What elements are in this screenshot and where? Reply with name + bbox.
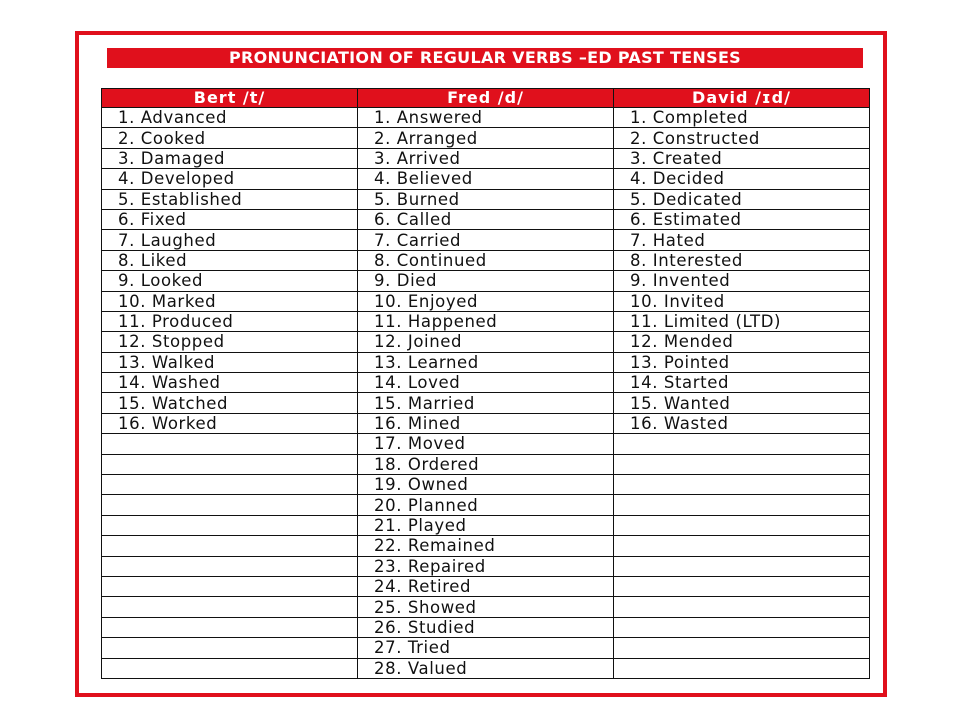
table-row xyxy=(102,373,870,393)
verb-cell-bert xyxy=(102,454,358,474)
verb-cell-david: 13. Pointed xyxy=(614,352,870,372)
table-row xyxy=(102,536,870,556)
verb-cell-fred: 17. Moved xyxy=(358,434,614,454)
table-row xyxy=(102,250,870,270)
verb-cell-fred: 20. Planned xyxy=(358,495,614,515)
table-row xyxy=(102,495,870,515)
table-row xyxy=(102,638,870,658)
verb-cell-fred: 19. Owned xyxy=(358,475,614,495)
verb-cell-bert: 9. Looked xyxy=(102,271,358,291)
table-row xyxy=(102,515,870,535)
verb-cell-david: 8. Interested xyxy=(614,250,870,270)
table-row xyxy=(102,617,870,637)
verb-cell-bert: 4. Developed xyxy=(102,169,358,189)
verb-cell-david: 3. Created xyxy=(614,148,870,168)
verb-cell-bert xyxy=(102,556,358,576)
column-header-fred: Fred /d/ xyxy=(358,89,614,108)
table-row xyxy=(102,658,870,678)
verb-cell-david xyxy=(614,454,870,474)
verb-cell-bert xyxy=(102,495,358,515)
table-row xyxy=(102,332,870,352)
header-row xyxy=(102,89,870,108)
table-row xyxy=(102,597,870,617)
verb-cell-fred: 11. Happened xyxy=(358,311,614,331)
verb-cell-bert: 14. Washed xyxy=(102,373,358,393)
verb-cell-bert xyxy=(102,617,358,637)
table-row xyxy=(102,291,870,311)
verb-cell-fred: 2. Arranged xyxy=(358,128,614,148)
verb-cell-bert xyxy=(102,536,358,556)
verb-cell-david xyxy=(614,434,870,454)
table-row xyxy=(102,128,870,148)
verb-cell-bert: 15. Watched xyxy=(102,393,358,413)
verb-cell-david: 1. Completed xyxy=(614,108,870,128)
verb-cell-fred: 15. Married xyxy=(358,393,614,413)
verb-cell-fred: 22. Remained xyxy=(358,536,614,556)
verbs-table xyxy=(101,88,870,679)
verb-cell-fred: 28. Valued xyxy=(358,658,614,678)
column-header-bert: Bert /t/ xyxy=(102,89,358,108)
table-row xyxy=(102,413,870,433)
page-title: PRONUNCIATION OF REGULAR VERBS –ED PAST TENSES xyxy=(107,48,863,68)
verb-cell-fred: 18. Ordered xyxy=(358,454,614,474)
verb-cell-david: 11. Limited (LTD) xyxy=(614,311,870,331)
table-row xyxy=(102,169,870,189)
table-row xyxy=(102,434,870,454)
verb-cell-bert: 13. Walked xyxy=(102,352,358,372)
verb-cell-david: 14. Started xyxy=(614,373,870,393)
verb-cell-fred: 21. Played xyxy=(358,515,614,535)
verb-cell-bert xyxy=(102,658,358,678)
verb-cell-bert xyxy=(102,434,358,454)
verb-cell-david xyxy=(614,576,870,596)
verb-cell-david: 2. Constructed xyxy=(614,128,870,148)
verb-cell-fred: 4. Believed xyxy=(358,169,614,189)
verb-cell-fred: 7. Carried xyxy=(358,230,614,250)
verb-cell-david xyxy=(614,658,870,678)
verb-cell-fred: 10. Enjoyed xyxy=(358,291,614,311)
verb-cell-fred: 23. Repaired xyxy=(358,556,614,576)
verb-cell-david xyxy=(614,638,870,658)
verb-cell-bert: 8. Liked xyxy=(102,250,358,270)
verb-cell-bert: 7. Laughed xyxy=(102,230,358,250)
verb-cell-bert xyxy=(102,515,358,535)
verb-cell-bert: 2. Cooked xyxy=(102,128,358,148)
verb-cell-david xyxy=(614,597,870,617)
verb-cell-david: 5. Dedicated xyxy=(614,189,870,209)
verb-cell-fred: 27. Tried xyxy=(358,638,614,658)
verb-cell-david: 6. Estimated xyxy=(614,209,870,229)
verb-cell-bert: 16. Worked xyxy=(102,413,358,433)
verb-cell-bert: 10. Marked xyxy=(102,291,358,311)
table-row xyxy=(102,209,870,229)
table-row xyxy=(102,148,870,168)
verb-cell-fred: 16. Mined xyxy=(358,413,614,433)
verb-cell-david xyxy=(614,556,870,576)
verb-cell-fred: 12. Joined xyxy=(358,332,614,352)
verb-cell-david: 7. Hated xyxy=(614,230,870,250)
verb-cell-bert xyxy=(102,475,358,495)
table-row xyxy=(102,393,870,413)
verb-cell-david xyxy=(614,475,870,495)
verb-cell-bert xyxy=(102,597,358,617)
verb-cell-david xyxy=(614,495,870,515)
verb-cell-bert: 3. Damaged xyxy=(102,148,358,168)
verb-cell-fred: 8. Continued xyxy=(358,250,614,270)
verb-cell-fred: 13. Learned xyxy=(358,352,614,372)
table-row xyxy=(102,454,870,474)
verb-cell-bert xyxy=(102,576,358,596)
verb-cell-fred: 9. Died xyxy=(358,271,614,291)
verb-cell-david: 10. Invited xyxy=(614,291,870,311)
table-row xyxy=(102,576,870,596)
verb-cell-fred: 6. Called xyxy=(358,209,614,229)
verb-cell-fred: 24. Retired xyxy=(358,576,614,596)
verb-cell-fred: 26. Studied xyxy=(358,617,614,637)
verb-cell-david: 12. Mended xyxy=(614,332,870,352)
verb-cell-david: 9. Invented xyxy=(614,271,870,291)
verb-cell-bert: 12. Stopped xyxy=(102,332,358,352)
table-row xyxy=(102,475,870,495)
verb-cell-david xyxy=(614,536,870,556)
verb-cell-david xyxy=(614,617,870,637)
table-row xyxy=(102,230,870,250)
verb-cell-david: 15. Wanted xyxy=(614,393,870,413)
table-row xyxy=(102,311,870,331)
table-row xyxy=(102,271,870,291)
verb-cell-fred: 1. Answered xyxy=(358,108,614,128)
verb-cell-bert: 11. Produced xyxy=(102,311,358,331)
verb-cell-fred: 14. Loved xyxy=(358,373,614,393)
verb-cell-david xyxy=(614,515,870,535)
verb-cell-bert xyxy=(102,638,358,658)
verb-cell-david: 16. Wasted xyxy=(614,413,870,433)
column-header-david: David /ɪd/ xyxy=(614,89,870,108)
verb-cell-bert: 6. Fixed xyxy=(102,209,358,229)
verb-cell-david: 4. Decided xyxy=(614,169,870,189)
table-row xyxy=(102,352,870,372)
verb-cell-bert: 5. Established xyxy=(102,189,358,209)
table-row xyxy=(102,189,870,209)
verb-cell-fred: 3. Arrived xyxy=(358,148,614,168)
verb-cell-fred: 25. Showed xyxy=(358,597,614,617)
table-row xyxy=(102,556,870,576)
verbs-table-body xyxy=(102,108,870,679)
verb-cell-bert: 1. Advanced xyxy=(102,108,358,128)
verb-cell-fred: 5. Burned xyxy=(358,189,614,209)
table-row xyxy=(102,108,870,128)
